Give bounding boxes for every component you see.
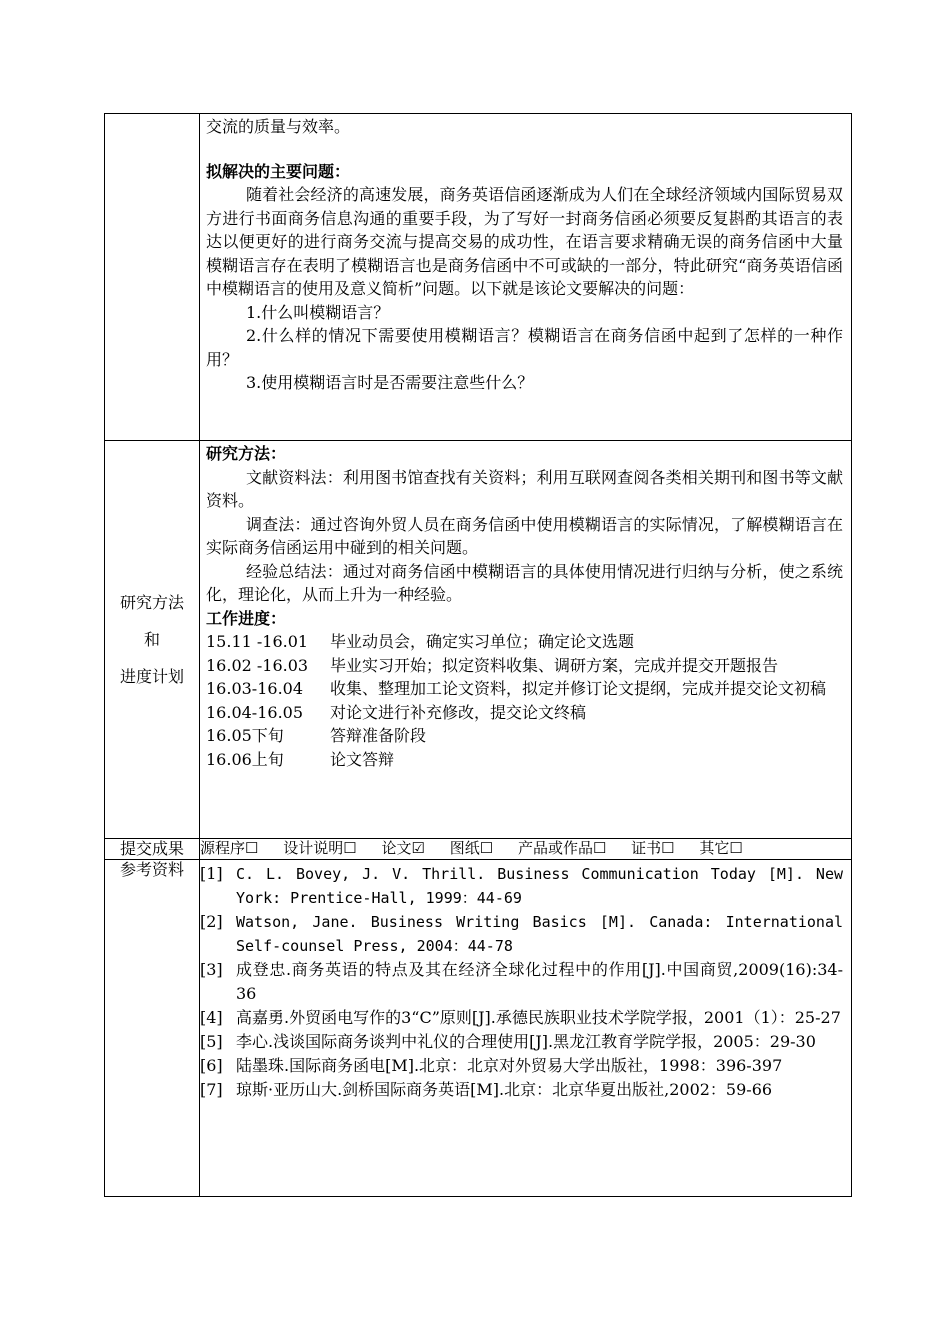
reference-text: 李心.浅谈国际商务谈判中礼仪的合理使用[J].黑龙江教育学院学报，2005：29-30 (236, 1032, 816, 1051)
schedule-date: 16.03-16.04 (206, 679, 304, 698)
methods-content-cell (200, 441, 852, 839)
methods-heading: 研究方法： (206, 444, 287, 463)
problems-content-cell (200, 114, 852, 441)
reference-item (200, 910, 843, 958)
deliverable-thesis: 论文☑ (381, 839, 425, 857)
reference-text: 琼斯·亚历山大.剑桥国际商务英语[M].北京：北京华夏出版社,2002：59-66 (236, 1080, 773, 1099)
problems-label-cell (105, 114, 200, 441)
problems-row (105, 114, 852, 441)
question-2: 2.什么样的情况下需要使用模糊语言？模糊语言在商务信函中起到了怎样的一种作用？ (206, 326, 843, 369)
references-row (105, 860, 852, 1197)
schedule-item (206, 630, 843, 654)
deliverable-product: 产品或作品☐ (517, 839, 607, 857)
reference-text: Watson, Jane. Business Writing Basics [M]. Canada: International Self-counsel Press, 2004：44-78 (236, 913, 843, 955)
problems-heading: 拟解决的主要问题： (206, 161, 351, 181)
reference-item (200, 1054, 843, 1078)
schedule-task: 答辩准备阶段 (330, 726, 427, 745)
schedule-item (206, 701, 843, 725)
schedule-date: 15.11 -16.01 (206, 632, 309, 651)
schedule-item (206, 724, 843, 748)
schedule-item (206, 654, 843, 678)
methods-label-cell (105, 441, 200, 839)
schedule-task: 收集、整理加工论文资料，拟定并修订论文提纲，完成并提交论文初稿 (330, 679, 827, 698)
deliverable-drawings: 图纸☐ (449, 839, 494, 857)
references-label: 参考资料 (105, 860, 200, 1197)
reference-text: 成登忠.商务英语的特点及其在经济全球化过程中的作用[J].中国商贸,2009(16):34-36 (236, 960, 843, 1003)
reference-text: C. L. Bovey, J. V. Thrill. Business Communication Today [M]. New York: Prentice-Hall, 1999：44-69 (236, 865, 843, 907)
reference-number: [4] (200, 1008, 223, 1027)
methods-label-line3: 进度计划 (119, 667, 184, 686)
reference-number: [2] (200, 912, 223, 931)
reference-item (200, 958, 843, 1006)
reference-number: [5] (200, 1032, 223, 1051)
method-literature: 文献资料法：利用图书馆查找有关资料；利用互联网查阅各类相关期刊和图书等文献资料。 (206, 467, 843, 510)
proposal-table (104, 113, 852, 1197)
reference-text: 陆墨珠.国际商务函电[M].北京：北京对外贸易大学出版社，1998：396-397 (236, 1056, 783, 1075)
schedule-task: 论文答辩 (330, 749, 395, 769)
schedule-item (206, 677, 843, 701)
reference-number: [7] (200, 1080, 223, 1099)
deliverables-label: 提交成果 (105, 839, 200, 860)
deliverables-options (200, 839, 852, 860)
schedule-task: 毕业动员会，确定实习单位；确定论文选题 (330, 632, 635, 651)
reference-number: [6] (200, 1056, 223, 1075)
method-survey: 调查法：通过咨询外贸人员在商务信函中使用模糊语言的实际情况，了解模糊语言在实际商务信函运用中碰到的相关问题。 (206, 514, 843, 557)
reference-number: [3] (200, 960, 223, 979)
deliverables-row (105, 839, 852, 860)
references-cell (200, 860, 852, 1197)
reference-item (200, 1030, 843, 1054)
reference-item (200, 1078, 843, 1102)
problems-paragraph: 随着社会经济的高速发展，商务英语信函逐渐成为人们在全球经济领域内国际贸易双方进行书面商务信息沟通的重要手段，为了写好一封商务信函必须要反复斟酌其语言的表达以便更好的进行商务交流与提高交易的成功性，在语言要求精确无误的商务信函中大量模糊语言存在表明了模糊语言也是商务信函中不可或缺的一部分，特此研究“商务英语信函中模糊语言的使用及意义简析”问题。以下就是该论文要解决的问题： (206, 185, 843, 298)
methods-label-line1: 研究方法 (119, 593, 184, 612)
schedule-date: 16.02 -16.03 (206, 655, 309, 675)
schedule-date: 16.05下旬 (206, 726, 284, 745)
question-3: 3.使用模糊语言时是否需要注意些什么？ (246, 373, 534, 392)
schedule-item (206, 748, 843, 772)
schedule-heading: 工作进度： (206, 608, 287, 628)
methods-label-line2: 和 (143, 630, 160, 649)
reference-text: 高嘉勇.外贸函电写作的3“C”原则[J].承德民族职业技术学院学报，2001（1）：25-27 (236, 1008, 841, 1027)
methods-row (105, 441, 852, 839)
reference-item (200, 1006, 843, 1030)
continued-line: 交流的质量与效率。 (206, 117, 351, 136)
question-1: 1.什么叫模糊语言？ (246, 302, 390, 322)
reference-number: [1] (200, 864, 223, 883)
deliverable-other: 其它☐ (699, 839, 743, 857)
schedule-date: 16.06上旬 (206, 749, 284, 769)
deliverable-design-doc: 设计说明☐ (283, 839, 357, 857)
schedule-task: 对论文进行补充修改，提交论文终稿 (330, 702, 587, 722)
deliverable-source-code: 源程序☐ (200, 839, 259, 857)
schedule-task: 毕业实习开始；拟定资料收集、调研方案，完成并提交开题报告 (330, 655, 779, 675)
deliverable-certificate: 证书☐ (631, 839, 675, 857)
schedule-date: 16.04-16.05 (206, 702, 304, 722)
method-experience: 经验总结法：通过对商务信函中模糊语言的具体使用情况进行归纳与分析，使之系统化，理论化，从而上升为一种经验。 (206, 561, 843, 604)
reference-item (200, 862, 843, 910)
